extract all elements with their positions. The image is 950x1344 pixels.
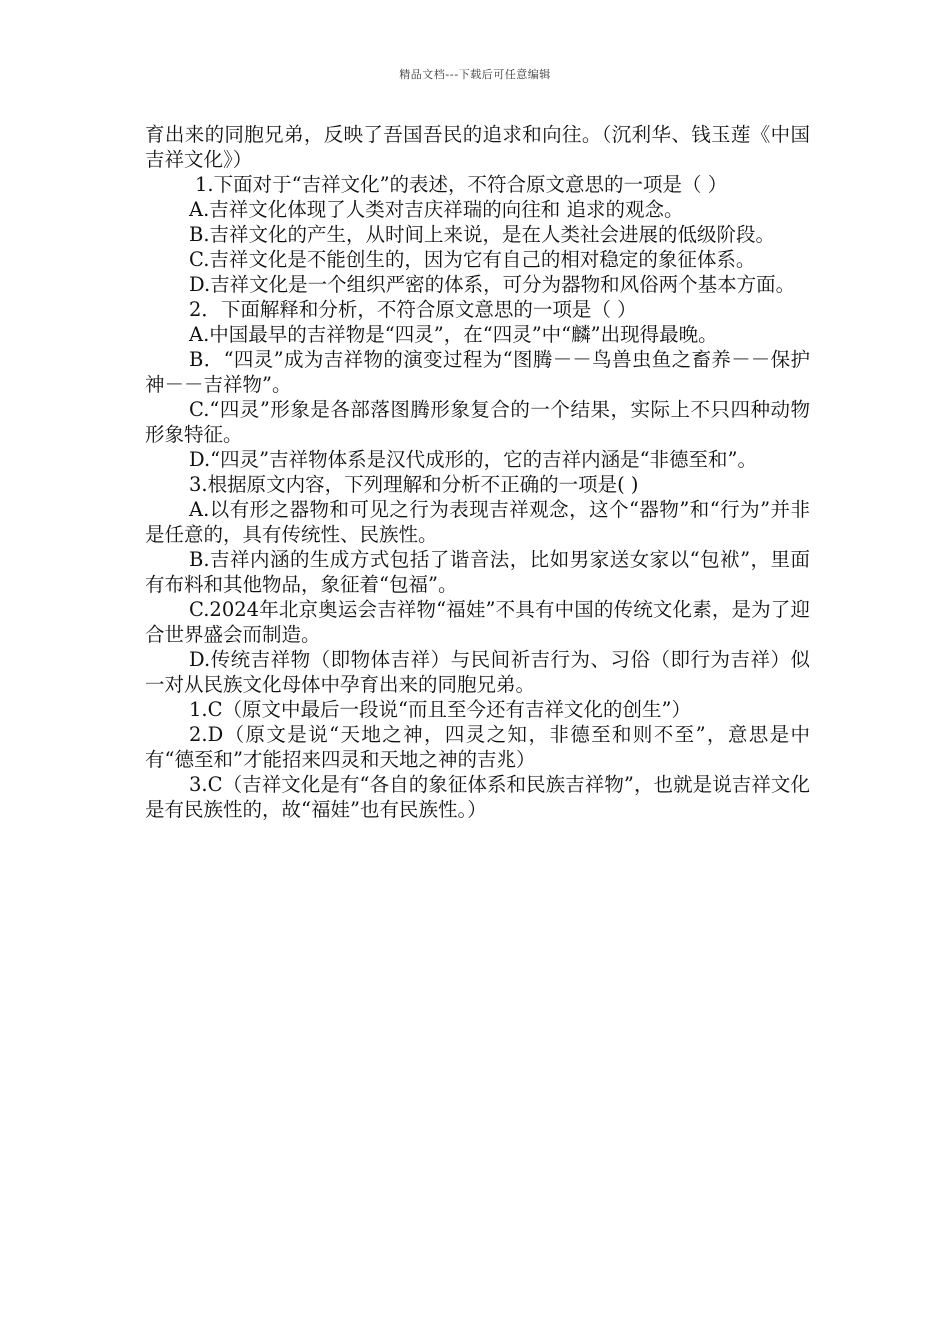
- question-1-option-c: C.吉祥文化是不能创生的，因为它有自己的相对稳定的象征体系。: [189, 248, 756, 271]
- question-3-option-c: C.2024年北京奥运会吉祥物“福娃”不具有中国的传统文化素，是为了迎合世界盛会而制造。: [145, 598, 810, 646]
- question-2-option-d: D.“四灵”吉祥物体系是汉代成形的，它的吉祥内涵是“非德至和”。: [189, 448, 758, 471]
- question-1-stem: 1.下面对于“吉祥文化”的表述，不符合原文意思的一项是（ ）: [195, 173, 728, 196]
- question-2-option-c: C.“四灵”形象是各部落图腾形象复合的一个结果，实际上不只四种动物形象特征。: [145, 398, 810, 446]
- answer-2: 2.D（原文是说“天地之神，四灵之知，非德至和则不至”，意思是中有“德至和”才能招来四灵和天地之神的吉兆）: [145, 723, 810, 771]
- paragraph-continuation: 育出来的同胞兄弟，反映了吾国吾民的追求和向往。（沉利华、钱玉莲《中国吉祥文化》）: [145, 123, 810, 171]
- answer-1: 1.C（原文中最后一段说“而且至今还有吉祥文化的创生”）: [189, 698, 691, 721]
- question-2-stem: 2．下面解释和分析，不符合原文意思的一项是（ ）: [189, 298, 637, 321]
- question-2-option-a: A.中国最早的吉祥物是“四灵”，在“四灵”中“麟”出现得最晚。: [189, 323, 718, 346]
- question-1-option-d: D.吉祥文化是一个组织严密的体系，可分为器物和风俗两个基本方面。: [189, 273, 796, 296]
- answer-3: 3.C（吉祥文化是有“各自的象征体系和民族吉祥物”，也就是说吉祥文化是有民族性的，故“福娃”也有民族性。）: [145, 773, 810, 821]
- question-3-option-b: B.吉祥内涵的生成方式包括了谐音法，比如男家送女家以“包袱”，里面有布料和其他物品，象征着“包福”。: [145, 548, 810, 596]
- page-header-note: 精品文档---下载后可任意编辑: [399, 68, 551, 81]
- question-1-option-b: B.吉祥文化的产生，从时间上来说，是在人类社会进展的低级阶段。: [189, 223, 776, 246]
- question-2-option-b: B．“四灵”成为吉祥物的演变过程为“图腾－－鸟兽虫鱼之畜养－－保护神－－吉祥物”。: [145, 348, 810, 396]
- question-1-option-a: A.吉祥文化体现了人类对吉庆祥瑞的向往和 追求的观念。: [189, 198, 684, 221]
- question-3-stem: 3.根据原文内容，下列理解和分析不正确的一项是( ): [189, 473, 639, 496]
- question-3-option-a: A.以有形之器物和可见之行为表现吉祥观念，这个“器物”和“行为”并非是任意的，具有传统性、民族性。: [145, 498, 810, 546]
- document-body: [145, 122, 810, 822]
- question-3-option-d: D.传统吉祥物（即物体吉祥）与民间祈吉行为、习俗（即行为吉祥）似一对从民族文化母体中孕育出来的同胞兄弟。: [145, 648, 810, 696]
